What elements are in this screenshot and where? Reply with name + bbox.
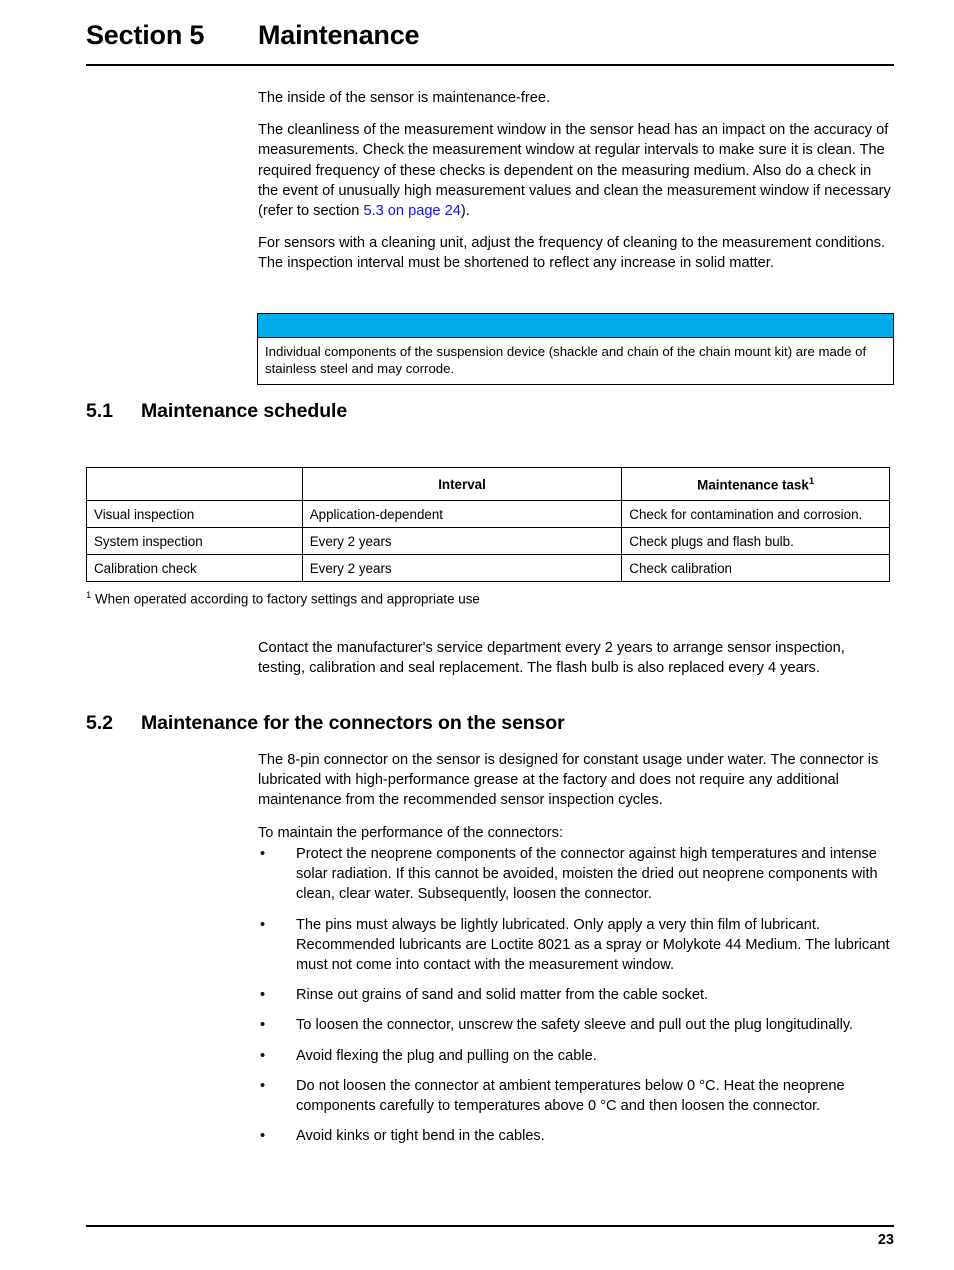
intro-paragraph-2-text: The cleanliness of the measurement window in the sensor head has an impact on the accuracy of measurements. Check the measurement window at regular intervals to make sure it is clean. The required frequency of these checks is dependent on the measuring medium. Also do a check in the event of unusually high measurement values and clean the measurement window if necessary (refer to section bbox=[258, 122, 891, 220]
section-5-2-paragraph-1: The 8-pin connector on the sensor is designed for constant usage under water. The connector is lubricated with high-performance grease at the factory and does not require any additional maintenance from the recommended sensor inspection cycles. bbox=[258, 752, 879, 809]
table-cell-task: Check calibration bbox=[622, 555, 890, 582]
section-header bbox=[86, 20, 894, 51]
table-row bbox=[87, 501, 890, 528]
table-row bbox=[87, 555, 890, 582]
bullet-icon: • bbox=[260, 1017, 266, 1034]
intro-paragraph-3: For sensors with a cleaning unit, adjust the frequency of cleaning to the measurement conditions. The inspection interval must be shortened to reflect any increase in solid matter. bbox=[258, 235, 886, 272]
table-cell-item: System inspection bbox=[87, 528, 303, 555]
bullet-icon: • bbox=[260, 987, 266, 1004]
intro-block bbox=[0, 88, 954, 286]
bullet-icon: • bbox=[260, 1077, 266, 1094]
bullet-icon: • bbox=[260, 1128, 266, 1145]
list-item-text: The pins must always be lightly lubricated. Only apply a very thin film of lubricant. Recommended lubricants are Loctite 8021 as a spray or Molykote 44 Medium. The lubricant must not come into contact with the measurement window. bbox=[296, 916, 890, 974]
list-item bbox=[258, 915, 894, 976]
list-item-text: Do not loosen the connector at ambient temperatures below 0 °C. Heat the neoprene components carefully to temperatures above 0 °C and then loosen the connector. bbox=[296, 1077, 845, 1115]
maintenance-schedule-table bbox=[86, 467, 890, 582]
cross-reference-link[interactable]: 5.3 on page 24 bbox=[363, 203, 461, 220]
table-row bbox=[87, 528, 890, 555]
notice-body-text: Individual components of the suspension device (shackle and chain of the chain mount kit) are made of stainless steel and may corrode. bbox=[265, 344, 867, 376]
subsection-title-5-2: Maintenance for the connectors on the sensor bbox=[141, 712, 565, 734]
list-item bbox=[258, 1076, 894, 1116]
table-header-blank bbox=[87, 468, 303, 501]
subsection-title-5-1: Maintenance schedule bbox=[141, 400, 348, 422]
subsection-heading-5-1 bbox=[86, 400, 347, 423]
list-item-text: To loosen the connector, unscrew the safety sleeve and pull out the plug longitudinally. bbox=[296, 1017, 854, 1034]
section-header-rule bbox=[86, 64, 894, 66]
section-5-1-closing-block bbox=[0, 638, 954, 690]
section-5-2-body-block bbox=[0, 750, 954, 855]
subsection-number-5-1: 5.1 bbox=[86, 400, 113, 422]
section-5-1-closing-paragraph: Contact the manufacturer's service department every 2 years to arrange sensor inspection, testing, calibration and seal replacement. The flash bulb is also replaced every 4 years. bbox=[258, 640, 845, 677]
table-header-maintenance-task bbox=[622, 468, 890, 501]
table-cell-item: Visual inspection bbox=[87, 501, 303, 528]
table-header-interval: Interval bbox=[302, 468, 622, 501]
table-footnote bbox=[86, 587, 480, 608]
intro-paragraph-1: The inside of the sensor is maintenance-free. bbox=[258, 90, 551, 106]
table-cell-task: Check for contamination and corrosion. bbox=[622, 501, 890, 528]
connector-maintenance-list bbox=[258, 844, 894, 1156]
list-item bbox=[258, 1015, 894, 1035]
subsection-number-5-2: 5.2 bbox=[86, 712, 113, 734]
section-number: Section 5 bbox=[86, 20, 205, 50]
bullet-icon: • bbox=[260, 846, 266, 862]
table-footnote-text: When operated according to factory settings and appropriate use bbox=[91, 591, 480, 607]
table-cell-interval: Every 2 years bbox=[302, 528, 622, 555]
table-cell-interval: Application-dependent bbox=[302, 501, 622, 528]
table-header-footnote-marker: 1 bbox=[808, 475, 815, 487]
subsection-heading-5-2 bbox=[86, 712, 565, 735]
list-item bbox=[258, 844, 894, 905]
page-number: 23 bbox=[877, 1232, 894, 1248]
bullet-icon: • bbox=[260, 916, 266, 933]
intro-paragraph-2-tail: ). bbox=[460, 203, 470, 220]
list-item-text: Avoid flexing the plug and pulling on the cable. bbox=[296, 1047, 597, 1064]
list-item bbox=[258, 1046, 894, 1066]
list-item-text: Protect the neoprene components of the connector against high temperatures and intense solar radiation. If this cannot be avoided, moisten the dried out neoprene components with clean, clear water. Subsequently, loosen the connector. bbox=[296, 846, 878, 903]
list-item bbox=[258, 1126, 894, 1146]
list-item bbox=[258, 985, 894, 1005]
list-item-text: Avoid kinks or tight bend in the cables. bbox=[296, 1128, 545, 1145]
section-5-2-paragraph-2: To maintain the performance of the connectors: bbox=[258, 824, 564, 841]
footer-rule bbox=[86, 1225, 894, 1227]
table-cell-item: Calibration check bbox=[87, 555, 303, 582]
notice-box bbox=[257, 313, 894, 385]
section-title: Maintenance bbox=[258, 20, 420, 50]
notice-header-bar bbox=[258, 314, 893, 338]
table-header-maintenance-task-label: Maintenance task bbox=[697, 477, 809, 493]
table-cell-task: Check plugs and flash bulb. bbox=[622, 528, 890, 555]
intro-paragraph-2 bbox=[258, 120, 892, 221]
table-header-row bbox=[87, 468, 890, 501]
table-cell-interval: Every 2 years bbox=[302, 555, 622, 582]
bullet-icon: • bbox=[260, 1047, 266, 1064]
table-footnote-marker: 1 bbox=[86, 590, 92, 601]
list-item-text: Rinse out grains of sand and solid matter from the cable socket. bbox=[296, 987, 709, 1004]
